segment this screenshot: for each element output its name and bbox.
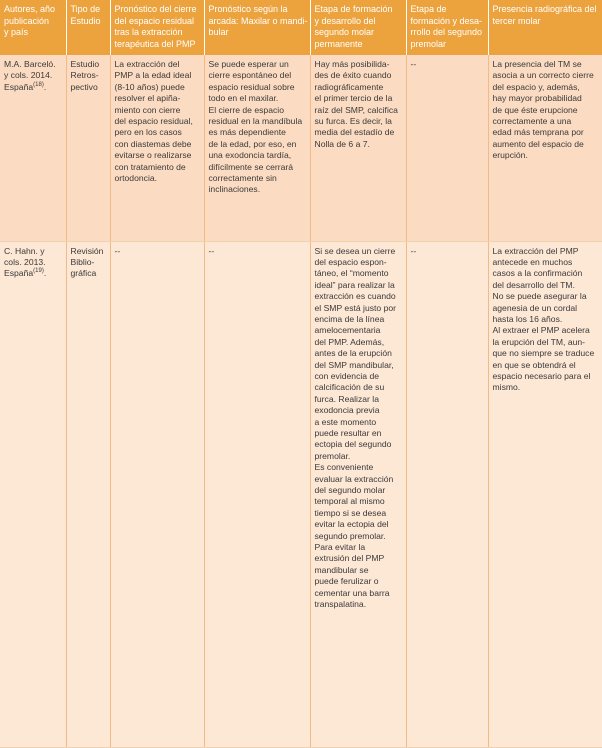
text-line: del espacio espon- bbox=[314, 256, 387, 267]
text-line: encima de la línea bbox=[314, 313, 385, 324]
text-line: erupción. bbox=[492, 150, 528, 161]
text-line: La extracción del bbox=[114, 59, 180, 69]
text-line: -- bbox=[410, 59, 417, 69]
text-line: mismo. bbox=[492, 382, 521, 393]
text-line: el SMP está justo por bbox=[314, 302, 397, 313]
text-line: y país bbox=[4, 27, 29, 37]
text-line: que no siempre se traduce bbox=[492, 348, 595, 359]
text-line: Etapa de formación bbox=[314, 4, 393, 14]
text-line: del espacio residual bbox=[114, 15, 195, 26]
cell-second-molar-stage bbox=[310, 55, 406, 241]
reference-number: (19) bbox=[33, 268, 44, 275]
cell-closure-prognosis bbox=[110, 55, 204, 241]
text-line: del espacio y, además, bbox=[492, 81, 580, 92]
text-line: del SMP mandibular, bbox=[314, 359, 394, 370]
text-line: premolar. bbox=[314, 450, 351, 461]
author-country-end: . bbox=[43, 268, 47, 279]
text-line: miento con cierre bbox=[114, 104, 181, 115]
text-line: bular bbox=[208, 27, 229, 37]
text-line: -- bbox=[208, 245, 215, 256]
text-line: Estudio bbox=[70, 59, 100, 69]
text-line: radiográficamente bbox=[314, 81, 384, 92]
cell-arch-prognosis bbox=[204, 241, 310, 747]
text-line: tiempo si se desea bbox=[314, 507, 387, 518]
text-line: tras la extracción bbox=[114, 27, 183, 37]
text-line: Revisión bbox=[70, 245, 104, 256]
text-line: casos a la confirmación bbox=[492, 268, 583, 279]
text-line: segundo premolar. bbox=[314, 530, 386, 541]
text-line: evitar la ectopia del bbox=[314, 519, 389, 530]
text-line: en que se obtendrá el bbox=[492, 359, 576, 370]
text-line: Si se desea un cierre bbox=[314, 245, 396, 256]
text-line: furca. Realizar la bbox=[314, 393, 379, 404]
text-line: con evidencia de bbox=[314, 370, 379, 381]
text-line: residual en la mandíbula bbox=[208, 116, 303, 127]
cell-study-type bbox=[66, 241, 110, 747]
text-line: La extracción del PMP bbox=[492, 245, 579, 256]
text-line: temporal al mismo bbox=[314, 496, 385, 507]
text-line: Biblio- bbox=[70, 256, 95, 267]
text-line: espacio residual sobre bbox=[208, 81, 295, 92]
text-line: mandibular se bbox=[314, 564, 369, 575]
text-line: Presencia radiográfica del bbox=[492, 4, 597, 14]
text-line: PMP a la edad ideal bbox=[114, 70, 192, 81]
text-line: Pronóstico del cierre bbox=[114, 4, 197, 14]
cell-second-premolar-stage bbox=[406, 55, 488, 241]
text-line: y desarrollo del bbox=[314, 15, 376, 26]
text-line: difícilmente se cerrará bbox=[208, 161, 294, 172]
author-country-end: . bbox=[43, 81, 47, 92]
text-line: Se puede esperar un bbox=[208, 59, 289, 69]
text-line: segundo molar bbox=[314, 27, 375, 37]
text-line: media del estadío de bbox=[314, 127, 395, 138]
header-third-molar-presence bbox=[488, 0, 602, 55]
text-line: rrollo del segundo bbox=[410, 27, 483, 37]
text-line: todo en el maxilar. bbox=[208, 93, 279, 104]
text-line: hasta los 16 años. bbox=[492, 313, 563, 324]
table-row bbox=[0, 55, 602, 241]
text-line: puede resultar en bbox=[314, 428, 382, 438]
text-line: Es conveniente bbox=[314, 462, 374, 473]
author-lines bbox=[4, 246, 63, 269]
text-line: transpalatina. bbox=[314, 599, 367, 610]
reference-number: (18) bbox=[33, 81, 44, 88]
text-line: terapéutica del PMP bbox=[114, 38, 196, 49]
text-line: Etapa de bbox=[410, 4, 447, 14]
text-line: Retros- bbox=[70, 70, 99, 81]
text-line: Autores, año bbox=[4, 4, 56, 14]
text-line: de que éste erupcione bbox=[492, 104, 578, 115]
cell-second-premolar-stage bbox=[406, 241, 488, 747]
text-line: -- bbox=[114, 245, 121, 256]
cell-third-molar-presence bbox=[488, 241, 602, 747]
text-line: C. Hahn. y bbox=[4, 245, 45, 256]
text-line: de la edad, por eso, en bbox=[208, 138, 297, 149]
text-line: Pronóstico según la bbox=[208, 4, 288, 14]
text-line: des de éxito cuando bbox=[314, 70, 392, 81]
text-line: correctamente a una bbox=[492, 116, 572, 127]
text-line: edad más temprana por bbox=[492, 127, 584, 138]
text-line: premolar bbox=[410, 38, 447, 49]
text-line: permanente bbox=[314, 38, 363, 49]
text-line: con diastemas debe bbox=[114, 138, 192, 149]
cell-arch-prognosis bbox=[204, 55, 310, 241]
text-line: antes de la erupción bbox=[314, 348, 392, 359]
cell-second-molar-stage bbox=[310, 241, 406, 747]
table-body bbox=[0, 55, 602, 747]
text-line: espacio necesario para el bbox=[492, 370, 591, 381]
author-lines bbox=[4, 59, 63, 82]
author-country-line bbox=[4, 268, 63, 279]
text-line: calcificación de su bbox=[314, 382, 385, 393]
text-line: -- bbox=[410, 245, 417, 256]
text-line: ideal” para realizar la bbox=[314, 279, 395, 290]
header-second-premolar-stage bbox=[406, 0, 488, 55]
text-line: La presencia del TM se bbox=[492, 59, 582, 69]
table-header bbox=[0, 0, 602, 55]
text-line: Para evitar la bbox=[314, 542, 366, 553]
cell-author bbox=[0, 241, 66, 747]
text-line: puede ferulizar o bbox=[314, 576, 379, 587]
header-second-molar-stage bbox=[310, 0, 406, 55]
text-line: su furca. Es decir, la bbox=[314, 116, 392, 127]
text-line: agenesia de un cordal bbox=[492, 302, 578, 313]
text-line: evitarse o realizarse bbox=[114, 150, 192, 161]
table-row bbox=[0, 241, 602, 747]
text-line: El cierre de espacio bbox=[208, 104, 284, 115]
text-line: antecede en muchos bbox=[492, 256, 573, 267]
text-line: arcada: Maxilar o mandi- bbox=[208, 15, 308, 26]
text-line: ortodoncia. bbox=[114, 173, 158, 184]
text-line: cementar una barra bbox=[314, 587, 390, 598]
text-line: aumento del espacio de bbox=[492, 138, 584, 149]
text-line: hay mayor probabilidad bbox=[492, 93, 582, 104]
text-line: tercer molar bbox=[492, 15, 541, 26]
text-line: formación y desa- bbox=[410, 15, 483, 26]
text-line: una exodoncia tardía, bbox=[208, 150, 292, 161]
text-line: la erupción del TM, aun- bbox=[492, 336, 586, 347]
text-line: ectopia del segundo bbox=[314, 439, 392, 450]
text-line: con tratamiento de bbox=[114, 161, 186, 172]
text-line: Estudio bbox=[70, 15, 101, 26]
header-closure-prognosis bbox=[110, 0, 204, 55]
text-line: M.A. Barceló. bbox=[4, 59, 56, 69]
text-line: inclinaciones. bbox=[208, 184, 261, 195]
text-line: publicación bbox=[4, 15, 50, 26]
header-study-type bbox=[66, 0, 110, 55]
text-line: y cols. 2014. bbox=[4, 70, 53, 81]
text-line: pectivo bbox=[70, 81, 98, 92]
text-line: a este momento bbox=[314, 416, 377, 427]
header-arch-prognosis bbox=[204, 0, 310, 55]
author-country: España bbox=[4, 268, 34, 279]
text-line: cols. 2013. bbox=[4, 256, 46, 267]
cell-study-type bbox=[66, 55, 110, 241]
text-line: amelocementaria bbox=[314, 325, 381, 336]
text-line: cierre espontáneo del bbox=[208, 70, 292, 81]
text-line: raíz del SMP, calcifica bbox=[314, 104, 398, 115]
text-line: el primer tercio de la bbox=[314, 93, 393, 104]
text-line: Nolla de 6 a 7. bbox=[314, 138, 370, 149]
text-line: (8-10 años) puede bbox=[114, 81, 185, 92]
header-row bbox=[0, 0, 602, 55]
cell-third-molar-presence bbox=[488, 55, 602, 241]
text-line: Hay más posibilida- bbox=[314, 59, 390, 69]
text-line: es más dependiente bbox=[208, 127, 286, 138]
header-authors bbox=[0, 0, 66, 55]
text-line: del segundo molar bbox=[314, 485, 386, 496]
text-line: No se puede asegurar la bbox=[492, 291, 587, 302]
text-line: del PMP. Además, bbox=[314, 336, 385, 347]
text-line: Al extraer el PMP acelera bbox=[492, 325, 590, 336]
text-line: extracción es cuando bbox=[314, 291, 396, 302]
text-line: del espacio residual, bbox=[114, 116, 193, 127]
text-line: correctamente sin bbox=[208, 173, 277, 184]
text-line: extrusión del PMP bbox=[314, 553, 385, 564]
text-line: evaluar la extracción bbox=[314, 473, 394, 484]
author-country: España bbox=[4, 81, 34, 92]
author-country-line bbox=[4, 82, 63, 93]
text-line: pero en los casos bbox=[114, 127, 182, 138]
text-line: resolver el apiña- bbox=[114, 93, 181, 104]
text-line: del desarrollo del TM. bbox=[492, 279, 575, 290]
text-line: gráfica bbox=[70, 268, 97, 279]
text-line: exodoncia previa bbox=[314, 405, 380, 416]
cell-closure-prognosis bbox=[110, 241, 204, 747]
text-line: táneo, el “momento bbox=[314, 268, 389, 279]
text-line: Tipo de bbox=[70, 4, 101, 14]
cell-author bbox=[0, 55, 66, 241]
text-line: asocia a un correcto cierre bbox=[492, 70, 594, 81]
